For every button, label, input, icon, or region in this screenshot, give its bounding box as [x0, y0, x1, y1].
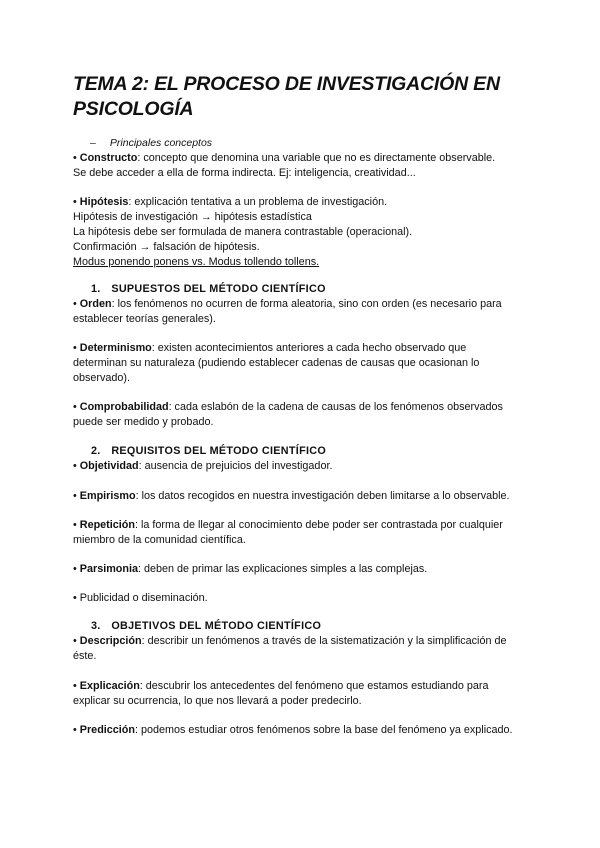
item-empirismo — [73, 489, 533, 504]
term-orden: Orden — [79, 298, 112, 310]
item-determinismo — [73, 341, 533, 386]
bullet: • — [73, 460, 77, 472]
descripcion-line-1: : describir un fenómenos a través de la sistematización y la simplificación de — [141, 635, 507, 647]
repeticion-line-2: miembro de la comunidad científica. — [73, 534, 246, 546]
term-parsimonia: Parsimonia — [79, 563, 138, 575]
hipotesis-line-3: La hipótesis debe ser formulada de manera contrastable (operacional). — [73, 226, 413, 238]
orden-line-1: : los fenómenos no ocurren de forma aleatoria, sino con orden (es necesario para — [111, 298, 502, 310]
bullet: • — [73, 490, 77, 502]
term-hipotesis: Hipótesis — [79, 196, 129, 208]
empirismo-line-1: : los datos recogidos en nuestra investigación deben limitarse a lo observable. — [135, 490, 510, 502]
constructo-line-1: : concepto que denomina una variable que no es directamente observable. — [137, 152, 496, 164]
item-publicidad — [73, 591, 533, 606]
bullet: • — [73, 724, 77, 736]
bullet: • — [73, 152, 77, 164]
definition-hipotesis — [73, 195, 533, 270]
item-comprobabilidad — [73, 400, 533, 430]
hipotesis-line-2: Hipótesis de investigación → hipótesis estadística — [73, 211, 312, 223]
title-line-1: TEMA 2: EL PROCESO DE INVESTIGACIÓN EN — [73, 73, 500, 95]
bullet: • — [73, 680, 77, 692]
bullet: • — [73, 635, 77, 647]
section-number-1: 1. — [91, 283, 101, 295]
explicacion-line-1: : descubrir los antecedentes del fenómeno que estamos estudiando para — [139, 680, 489, 692]
bullet: • — [73, 592, 77, 604]
constructo-line-2: Se debe acceder a ella de forma indirecta. Ej: inteligencia, creatividad... — [73, 167, 416, 179]
title-line-2: PSICOLOGÍA — [73, 98, 194, 120]
term-comprobabilidad: Comprobabilidad — [79, 401, 169, 413]
term-prediccion: Predicción — [79, 724, 135, 736]
section-title-3: OBJETIVOS DEL MÉTODO CIENTÍFICO — [111, 620, 322, 632]
repeticion-line-1: : la forma de llegar al conocimiento debe poder ser contrastada por cualquier — [134, 519, 503, 531]
section-heading-1 — [91, 283, 326, 295]
item-repeticion — [73, 518, 533, 548]
subtitle-text: Principales conceptos — [109, 137, 213, 149]
section-number-3: 3. — [91, 620, 101, 632]
term-objetividad: Objetividad — [79, 460, 139, 472]
item-prediccion — [73, 723, 533, 738]
publicidad-line-1: Publicidad o diseminación. — [79, 592, 208, 604]
orden-line-2: establecer teorías generales). — [73, 313, 216, 325]
bullet: • — [73, 563, 77, 575]
item-orden — [73, 297, 533, 327]
term-descripcion: Descripción — [79, 635, 142, 647]
hipotesis-line-4: Confirmación → falsación de hipótesis. — [73, 241, 260, 253]
hipotesis-line-5: Modus ponendo ponens vs. Modus tollendo tollens. — [73, 256, 320, 268]
bullet: • — [73, 519, 77, 531]
term-constructo: Constructo — [79, 152, 138, 164]
page-title — [73, 72, 543, 122]
item-objetividad — [73, 459, 533, 474]
term-determinismo: Determinismo — [79, 342, 152, 354]
determinismo-line-2: determinan su naturaleza (pudiendo establecer cadenas de causas que ocasionan lo — [73, 357, 480, 369]
determinismo-line-3: observado). — [73, 372, 131, 384]
hipotesis-line-1: : explicación tentativa a un problema de investigación. — [128, 196, 388, 208]
objetividad-line-1: : ausencia de prejuicios del investigador. — [138, 460, 333, 472]
comprobabilidad-line-1: : cada eslabón de la cadena de causas de los fenómenos observados — [168, 401, 503, 413]
subtitle-dash: – — [90, 137, 96, 149]
section-title-2: REQUISITOS DEL MÉTODO CIENTÍFICO — [111, 445, 327, 457]
explicacion-line-2: explicar su ocurrencia, lo que nos llevará a poder predecirlo. — [73, 695, 362, 707]
term-empirismo: Empirismo — [79, 490, 136, 502]
parsimonia-line-1: : deben de primar las explicaciones simples a las complejas. — [138, 563, 428, 575]
section-number-2: 2. — [91, 445, 101, 457]
comprobabilidad-line-2: puede ser medido y probado. — [73, 416, 214, 428]
term-repeticion: Repetición — [79, 519, 135, 531]
item-explicacion — [73, 679, 533, 709]
bullet: • — [73, 298, 77, 310]
item-parsimonia — [73, 562, 533, 577]
item-descripcion — [73, 634, 533, 664]
descripcion-line-2: éste. — [73, 650, 97, 662]
bullet: • — [73, 196, 77, 208]
section-heading-3 — [91, 620, 321, 632]
bullet: • — [73, 401, 77, 413]
bullet: • — [73, 342, 77, 354]
term-explicacion: Explicación — [79, 680, 140, 692]
definition-constructo — [73, 151, 533, 181]
prediccion-line-1: : podemos estudiar otros fenómenos sobre la base del fenómeno ya explicado. — [134, 724, 513, 736]
determinismo-line-1: : existen acontecimientos anteriores a cada hecho observado que — [151, 342, 467, 354]
section-title-1: SUPUESTOS DEL MÉTODO CIENTÍFICO — [111, 283, 326, 295]
subtitle — [90, 137, 212, 149]
section-heading-2 — [91, 445, 326, 457]
